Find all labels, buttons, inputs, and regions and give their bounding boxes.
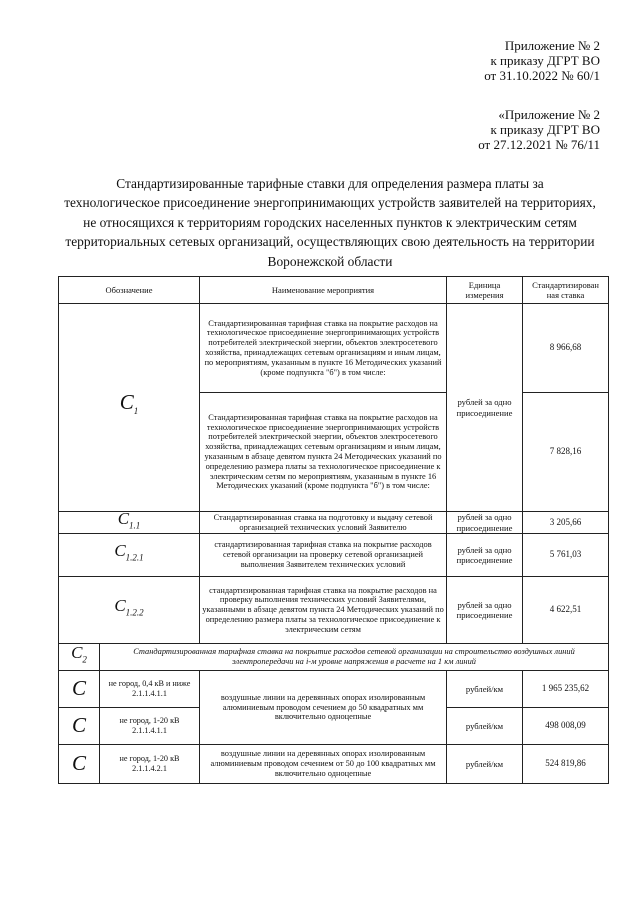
header-line: к приказу ДГРТ ВО	[490, 122, 600, 137]
title-line: Воронежской области	[267, 253, 393, 269]
table-row-c11	[59, 512, 609, 534]
unit-line3: рублей/км	[447, 745, 523, 784]
symbol-c2: $C_2$	[59, 644, 100, 671]
table-header-row	[59, 277, 609, 304]
header-line: от 27.12.2021 № 76/11	[478, 137, 600, 152]
unit-line1: рублей/км	[447, 671, 523, 708]
symbol-line1: C	[59, 671, 100, 708]
symbol-line2: C	[59, 708, 100, 745]
header-name: Наименование мероприятия	[200, 277, 447, 304]
table-row-c122	[59, 577, 609, 644]
value-c1-b: 7 828,16	[523, 393, 609, 512]
desc-c1-b: Стандартизированная тарифная ставка на покрытие расходов на технологическое присоединение энергопринимающих устройств потребителей электрической энергии, объектов электросетевого хозяйства, принадлежащих сетевым организациям и иным лицам, указанным в абзаце девятом пункта 24 Методических указаний по определению размера платы за технологическое присоединение к электрическим сетям по мероприятиям, указанным в пункте 16 Методических указаний (кроме подпункта "б") в том числе:	[200, 393, 447, 512]
table-row-c121	[59, 534, 609, 577]
title-line: технологическое присоединение энергопринимающих устройств заявителей на территориях,	[64, 195, 596, 211]
appendix-header-current	[484, 38, 600, 83]
value-c122: 4 622,51	[523, 577, 609, 644]
header-rate: Стандартизирован ная ставка	[523, 277, 609, 304]
header-line: «Приложение № 2	[498, 107, 600, 122]
table-row-c1a	[59, 304, 609, 393]
desc-c1-a: Стандартизированная тарифная ставка на покрытие расходов на технологическое присоединение энергопринимающих устройств потребителей электрической энергии, объектов электросетевого хозяйства, принадлежащих сетевым организациям и иным лицам, по мероприятиям, указанным в пункте 16 Методических указаний (кроме подпункта "б") в том числе:	[200, 304, 447, 393]
desc-line-shared: воздушные линии на деревянных опорах изолированным алюминиевым проводом сечением до 50 квадратных мм включительно одноцепные	[200, 671, 447, 745]
symbol-line3: C	[59, 745, 100, 784]
value-line1: 1 965 235,62	[523, 671, 609, 708]
value-line2: 498 008,09	[523, 708, 609, 745]
cond-line3: не город, 1-20 кВ 2.1.1.4.2.1	[100, 745, 200, 784]
unit-c121: рублей за одно присоединение	[447, 534, 523, 577]
value-c1-a: 8 966,68	[523, 304, 609, 393]
desc-c122: стандартизированная тарифная ставка на покрытие расходов на проверку выполнения технических условий Заявителями, указанными в абзаце девятом пункта 24 Методических указаний по определению размера платы за технологическое присоединение к электрическим сетям	[200, 577, 447, 644]
unit-line2: рублей/км	[447, 708, 523, 745]
symbol-c122: $C_{1.2.2}$	[59, 577, 200, 644]
unit-c122: рублей за одно присоединение	[447, 577, 523, 644]
cond-line2: не город, 1-20 кВ 2.1.1.4.1.1	[100, 708, 200, 745]
value-line3: 524 819,86	[523, 745, 609, 784]
title-line: не относящихся к территориям городских населенных пунктов к электрическим сетям	[83, 214, 577, 230]
unit-c11: рублей за одно присоединение	[447, 512, 523, 534]
table-row-line1	[59, 671, 609, 708]
header-unit: Единица измерения	[447, 277, 523, 304]
document-title	[60, 174, 600, 271]
desc-c11: Стандартизированная ставка на подготовку и выдачу сетевой организацией технических условий Заявителю	[200, 512, 447, 534]
header-line: от 31.10.2022 № 60/1	[484, 68, 600, 83]
desc-c121: стандартизированная тарифная ставка на покрытие расходов сетевой организации на проверку сетевой организацией выполнения Заявителем технических условий	[200, 534, 447, 577]
title-line: территориальных сетевых организаций, осуществляющих свою деятельность на территории	[65, 234, 595, 250]
desc-c2: Стандартизированная тарифная ставка на покрытие расходов сетевой организации на строительство воздушных линий электропередачи на i-м уровне напряжения в расчете на 1 км линий	[100, 644, 609, 671]
unit-c1: рублей за одно присоединение	[447, 304, 523, 512]
cond-line1: не город, 0,4 кВ и ниже 2.1.1.4.1.1	[100, 671, 200, 708]
desc-line3: воздушные линии на деревянных опорах изолированным алюминиевым проводом сечением от 50 до 100 квадратных мм включительно одноцепные	[200, 745, 447, 784]
value-c11: 3 205,66	[523, 512, 609, 534]
symbol-c121: $C_{1.2.1}$	[59, 534, 200, 577]
title-line: Стандартизированные тарифные ставки для определения размера платы за	[116, 176, 544, 191]
appendix-header-original	[478, 107, 600, 152]
table-row-c2	[59, 644, 609, 671]
value-c121: 5 761,03	[523, 534, 609, 577]
tariff-table	[58, 276, 609, 784]
header-line: к приказу ДГРТ ВО	[490, 53, 600, 68]
header-line: Приложение № 2	[504, 38, 600, 53]
header-designation: Обозначение	[59, 277, 200, 304]
table-row-line3	[59, 745, 609, 784]
symbol-c11: $C_{1.1}$	[59, 512, 200, 534]
symbol-c1: $C_1$	[59, 304, 200, 512]
